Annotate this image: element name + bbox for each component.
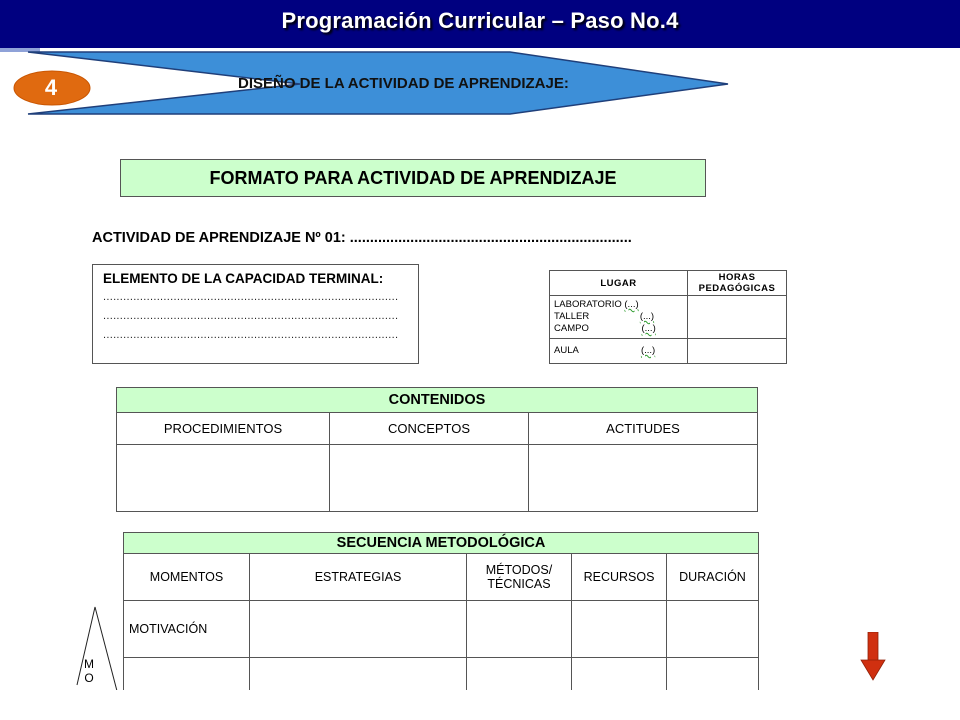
cell [250, 601, 467, 658]
side-text-m: M [84, 657, 94, 671]
places-cell [550, 296, 688, 339]
col-metodos-line1: MÉTODOS/ [485, 563, 553, 577]
col-duracion: DURACIÓN [667, 554, 759, 601]
col-momentos: MOMENTOS [124, 554, 250, 601]
col-recursos: RECURSOS [572, 554, 667, 601]
place-row [554, 323, 683, 335]
cell [667, 601, 759, 658]
place-campo: CAMPO [554, 323, 589, 334]
step-label: DISEÑO DE LA ACTIVIDAD DE APRENDIZAJE: [238, 75, 569, 92]
element-heading: ELEMENTO DE LA CAPACIDAD TERMINAL: [103, 271, 384, 286]
col-conceptos: CONCEPTOS [330, 413, 529, 445]
format-title-box [120, 159, 706, 197]
side-bracket [75, 605, 121, 695]
page-title: Programación Curricular – Paso No.4 [281, 8, 679, 33]
secuencia-table [123, 532, 759, 715]
title-bar [0, 0, 960, 48]
place-row [550, 339, 687, 360]
contenidos-header: CONTENIDOS [117, 388, 758, 413]
cell-procedimientos [117, 445, 330, 512]
place-laboratorio: LABORATORIO [554, 299, 622, 310]
step-number-badge: 4 [44, 75, 58, 100]
format-title: FORMATO PARA ACTIVIDAD DE APRENDIZAJE [209, 167, 617, 188]
side-text-o: O [84, 671, 94, 685]
cell [572, 601, 667, 658]
col-metodos [467, 554, 572, 601]
secuencia-header: SECUENCIA METODOLÓGICA [124, 533, 759, 554]
side-text [84, 657, 94, 685]
col-estrategias: ESTRATEGIAS [250, 554, 467, 601]
bottom-crop [0, 690, 960, 720]
activity-line [92, 230, 632, 246]
lugar-table [549, 270, 787, 364]
paren-3: (...) [641, 323, 656, 334]
place-taller: TALLER [554, 311, 590, 322]
cell [467, 601, 572, 658]
horas-cell-2 [688, 339, 787, 364]
horas-header [688, 271, 787, 296]
col-metodos-line2: TÉCNICAS [487, 577, 551, 591]
place-row [554, 311, 683, 323]
down-arrow-icon[interactable] [860, 632, 886, 682]
element-line-2: ........................................................................................ [103, 310, 399, 322]
cell-conceptos [330, 445, 529, 512]
contenidos-table [116, 387, 758, 512]
activity-label: ACTIVIDAD DE APRENDIZAJE Nº 01: [92, 230, 346, 246]
element-box [92, 264, 419, 364]
aula-cell [550, 339, 688, 364]
col-procedimientos: PROCEDIMIENTOS [117, 413, 330, 445]
lugar-header: LUGAR [550, 271, 688, 296]
place-row [554, 299, 683, 311]
horas-header-line2: PEDAGÓGICAS [698, 283, 776, 294]
horas-header-line1: HORAS [718, 272, 756, 283]
element-line-1: ........................................................................................ [103, 291, 399, 303]
col-actitudes: ACTITUDES [529, 413, 758, 445]
place-aula: AULA [554, 345, 579, 356]
activity-dots: ...................................................................... [349, 230, 632, 246]
element-line-3: ........................................................................................ [103, 329, 399, 341]
horas-cell-1 [688, 296, 787, 339]
row-motivacion: MOTIVACIÓN [124, 601, 250, 658]
cell-actitudes [529, 445, 758, 512]
paren-1: (...) [624, 299, 639, 310]
paren-4: (...) [640, 345, 656, 356]
paren-2: (...) [639, 311, 655, 322]
